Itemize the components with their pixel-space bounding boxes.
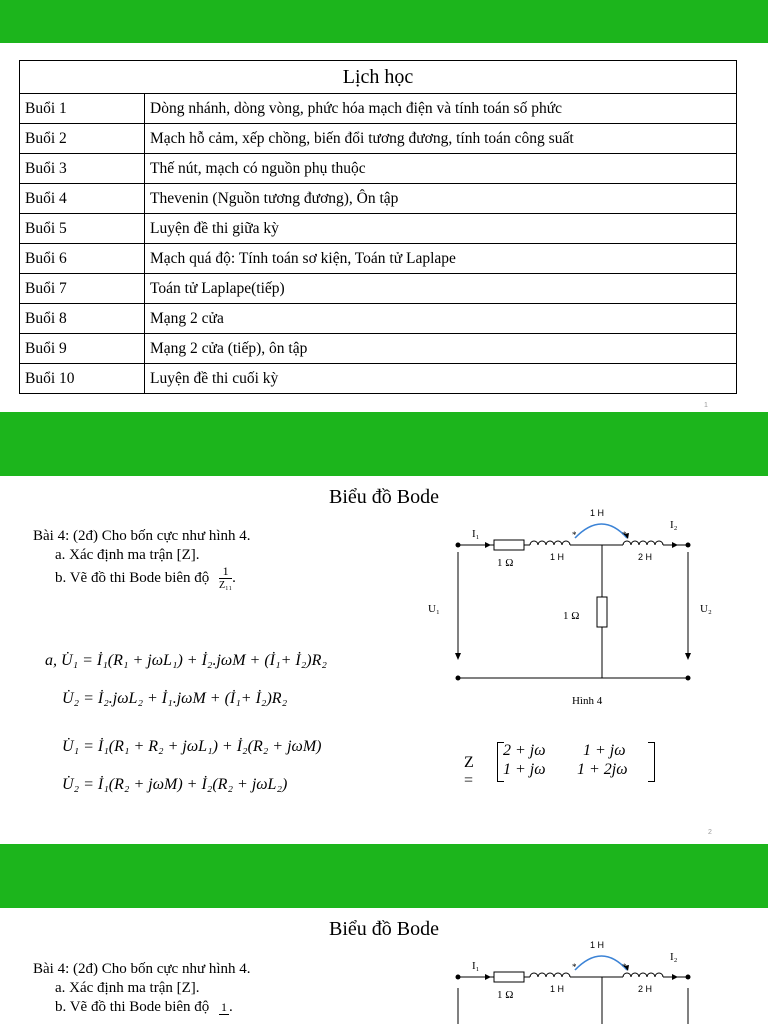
problem-item-b: b. Vẽ đồ thi Bode biên độ (55, 999, 210, 1015)
table-row: Buổi 3 Thế nút, mạch có nguồn phụ thuộc (20, 154, 737, 184)
svg-text:*: * (622, 530, 627, 540)
fraction-numerator: 1 (221, 999, 228, 1014)
label-i2: I₂ (670, 519, 678, 531)
label-l2: 2 H (638, 552, 653, 562)
table-row: Buổi 6 Mạch quá độ: Tính toán sơ kiện, Toán tử Laplape (20, 244, 737, 274)
slide-header-band (0, 412, 768, 476)
equation-1: a, U̇₁ = İ₁(R₁ + jωL₁) + İ₂.jωM + (İ₁+ İ₂)R₂ (45, 652, 327, 669)
inductor-l2 (623, 541, 663, 545)
problem-item-a: a. Xác định ma trận [Z]. (55, 980, 200, 996)
table-row: Buổi 2 Mạch hỗ cảm, xếp chồng, biến đổi tương đương, tính toán công suất (20, 124, 737, 154)
fraction (219, 565, 232, 592)
matrix-a11: 2 + jω (503, 742, 546, 759)
resistor-r1 (494, 972, 524, 982)
schedule-title: Lịch học (20, 61, 737, 94)
z-matrix-label: Z = (464, 754, 474, 789)
table-row: Buổi 5 Luyện đề thi giữa kỳ (20, 214, 737, 244)
table-row: Buổi 9 Mạng 2 cửa (tiếp), ôn tập (20, 334, 737, 364)
label-l1: 1 H (550, 984, 565, 994)
label-m: 1 H (590, 940, 605, 950)
resistor-r1 (494, 540, 524, 550)
slide-header-band (0, 844, 768, 908)
fraction-numerator: 1 (219, 565, 232, 579)
label-m: 1 H (590, 508, 605, 518)
label-u1: U₁ (428, 603, 440, 615)
svg-text:*: * (572, 530, 577, 540)
table-row: Buổi 1 Dòng nhánh, dòng vòng, phức hóa mạch điện và tính toán số phức (20, 94, 737, 124)
inductor-l1 (530, 541, 570, 545)
label-i1: I₁ (472, 528, 480, 540)
label-i2: I₂ (670, 951, 678, 963)
fraction-denominator: Z₁₁ (219, 580, 233, 591)
mutual-arc (575, 524, 627, 538)
problem-item-b: b. Vẽ đồ thi Bode biên độ (55, 569, 210, 586)
label-l1: 1 H (550, 552, 565, 562)
label-r2: 1 Ω (563, 610, 580, 622)
mutual-arc (575, 956, 627, 970)
circuit-diagram (410, 932, 720, 1024)
slide-header-band (0, 0, 768, 43)
slide-title: Biểu đồ Bode (329, 486, 439, 508)
table-row: Buổi 8 Mạng 2 cửa (20, 304, 737, 334)
matrix-a12: 1 + jω (583, 742, 626, 759)
svg-text:*: * (572, 962, 577, 972)
svg-text:*: * (622, 962, 627, 972)
problem-statement (33, 527, 251, 592)
label-u2: U₂ (700, 603, 712, 615)
problem-heading: Bài 4: (2đ) Cho bốn cực như hình 4. (33, 961, 251, 977)
matrix-a22: 1 + 2jω (577, 761, 628, 778)
problem-item-b-line: b. Vẽ đồ thi Bode biên độ 1 . (55, 999, 233, 1015)
label-l2: 2 H (638, 984, 653, 994)
table-row: Buổi 10 Luyện đề thi cuối kỳ (20, 364, 737, 394)
circuit-diagram (410, 500, 720, 715)
label-r1: 1 Ω (497, 989, 514, 1001)
label-i1: I₁ (472, 960, 480, 972)
fraction (219, 1001, 229, 1015)
inductor-l2 (623, 973, 663, 977)
slide-title: Biểu đồ Bode (329, 918, 439, 940)
page-number: 1 (704, 402, 708, 409)
problem-heading: Bài 4: (2đ) Cho bốn cực như hình 4. (33, 528, 251, 544)
schedule-table (19, 60, 737, 394)
equation-3: U̇₁ = İ₁(R₁ + R₂ + jωL₁) + İ₂(R₂ + jωM) (62, 738, 322, 755)
matrix-a21: 1 + jω (503, 761, 546, 778)
problem-statement (33, 960, 251, 1017)
inductor-l1 (530, 973, 570, 977)
label-r1: 1 Ω (497, 557, 514, 569)
matrix-bracket (497, 742, 655, 782)
resistor-r2 (597, 597, 607, 627)
equation-4: U̇₂ = İ₁(R₂ + jωM) + İ₂(R₂ + jωL₂) (62, 776, 288, 793)
problem-item-b-line: b. Vẽ đồ thi Bode biên độ 1 Z₁₁ . (55, 564, 236, 591)
equation-2: U̇₂ = İ₂.jωL₂ + İ₁.jωM + (İ₁+ İ₂)R₂ (62, 690, 288, 707)
table-row: Buổi 4 Thevenin (Nguồn tương đương), Ôn tập (20, 184, 737, 214)
table-row: Buổi 7 Toán tử Laplape(tiếp) (20, 274, 737, 304)
figure-caption: Hình 4 (572, 695, 603, 707)
problem-item-a: a. Xác định ma trận [Z]. (55, 547, 200, 563)
page-number: 2 (708, 829, 712, 836)
